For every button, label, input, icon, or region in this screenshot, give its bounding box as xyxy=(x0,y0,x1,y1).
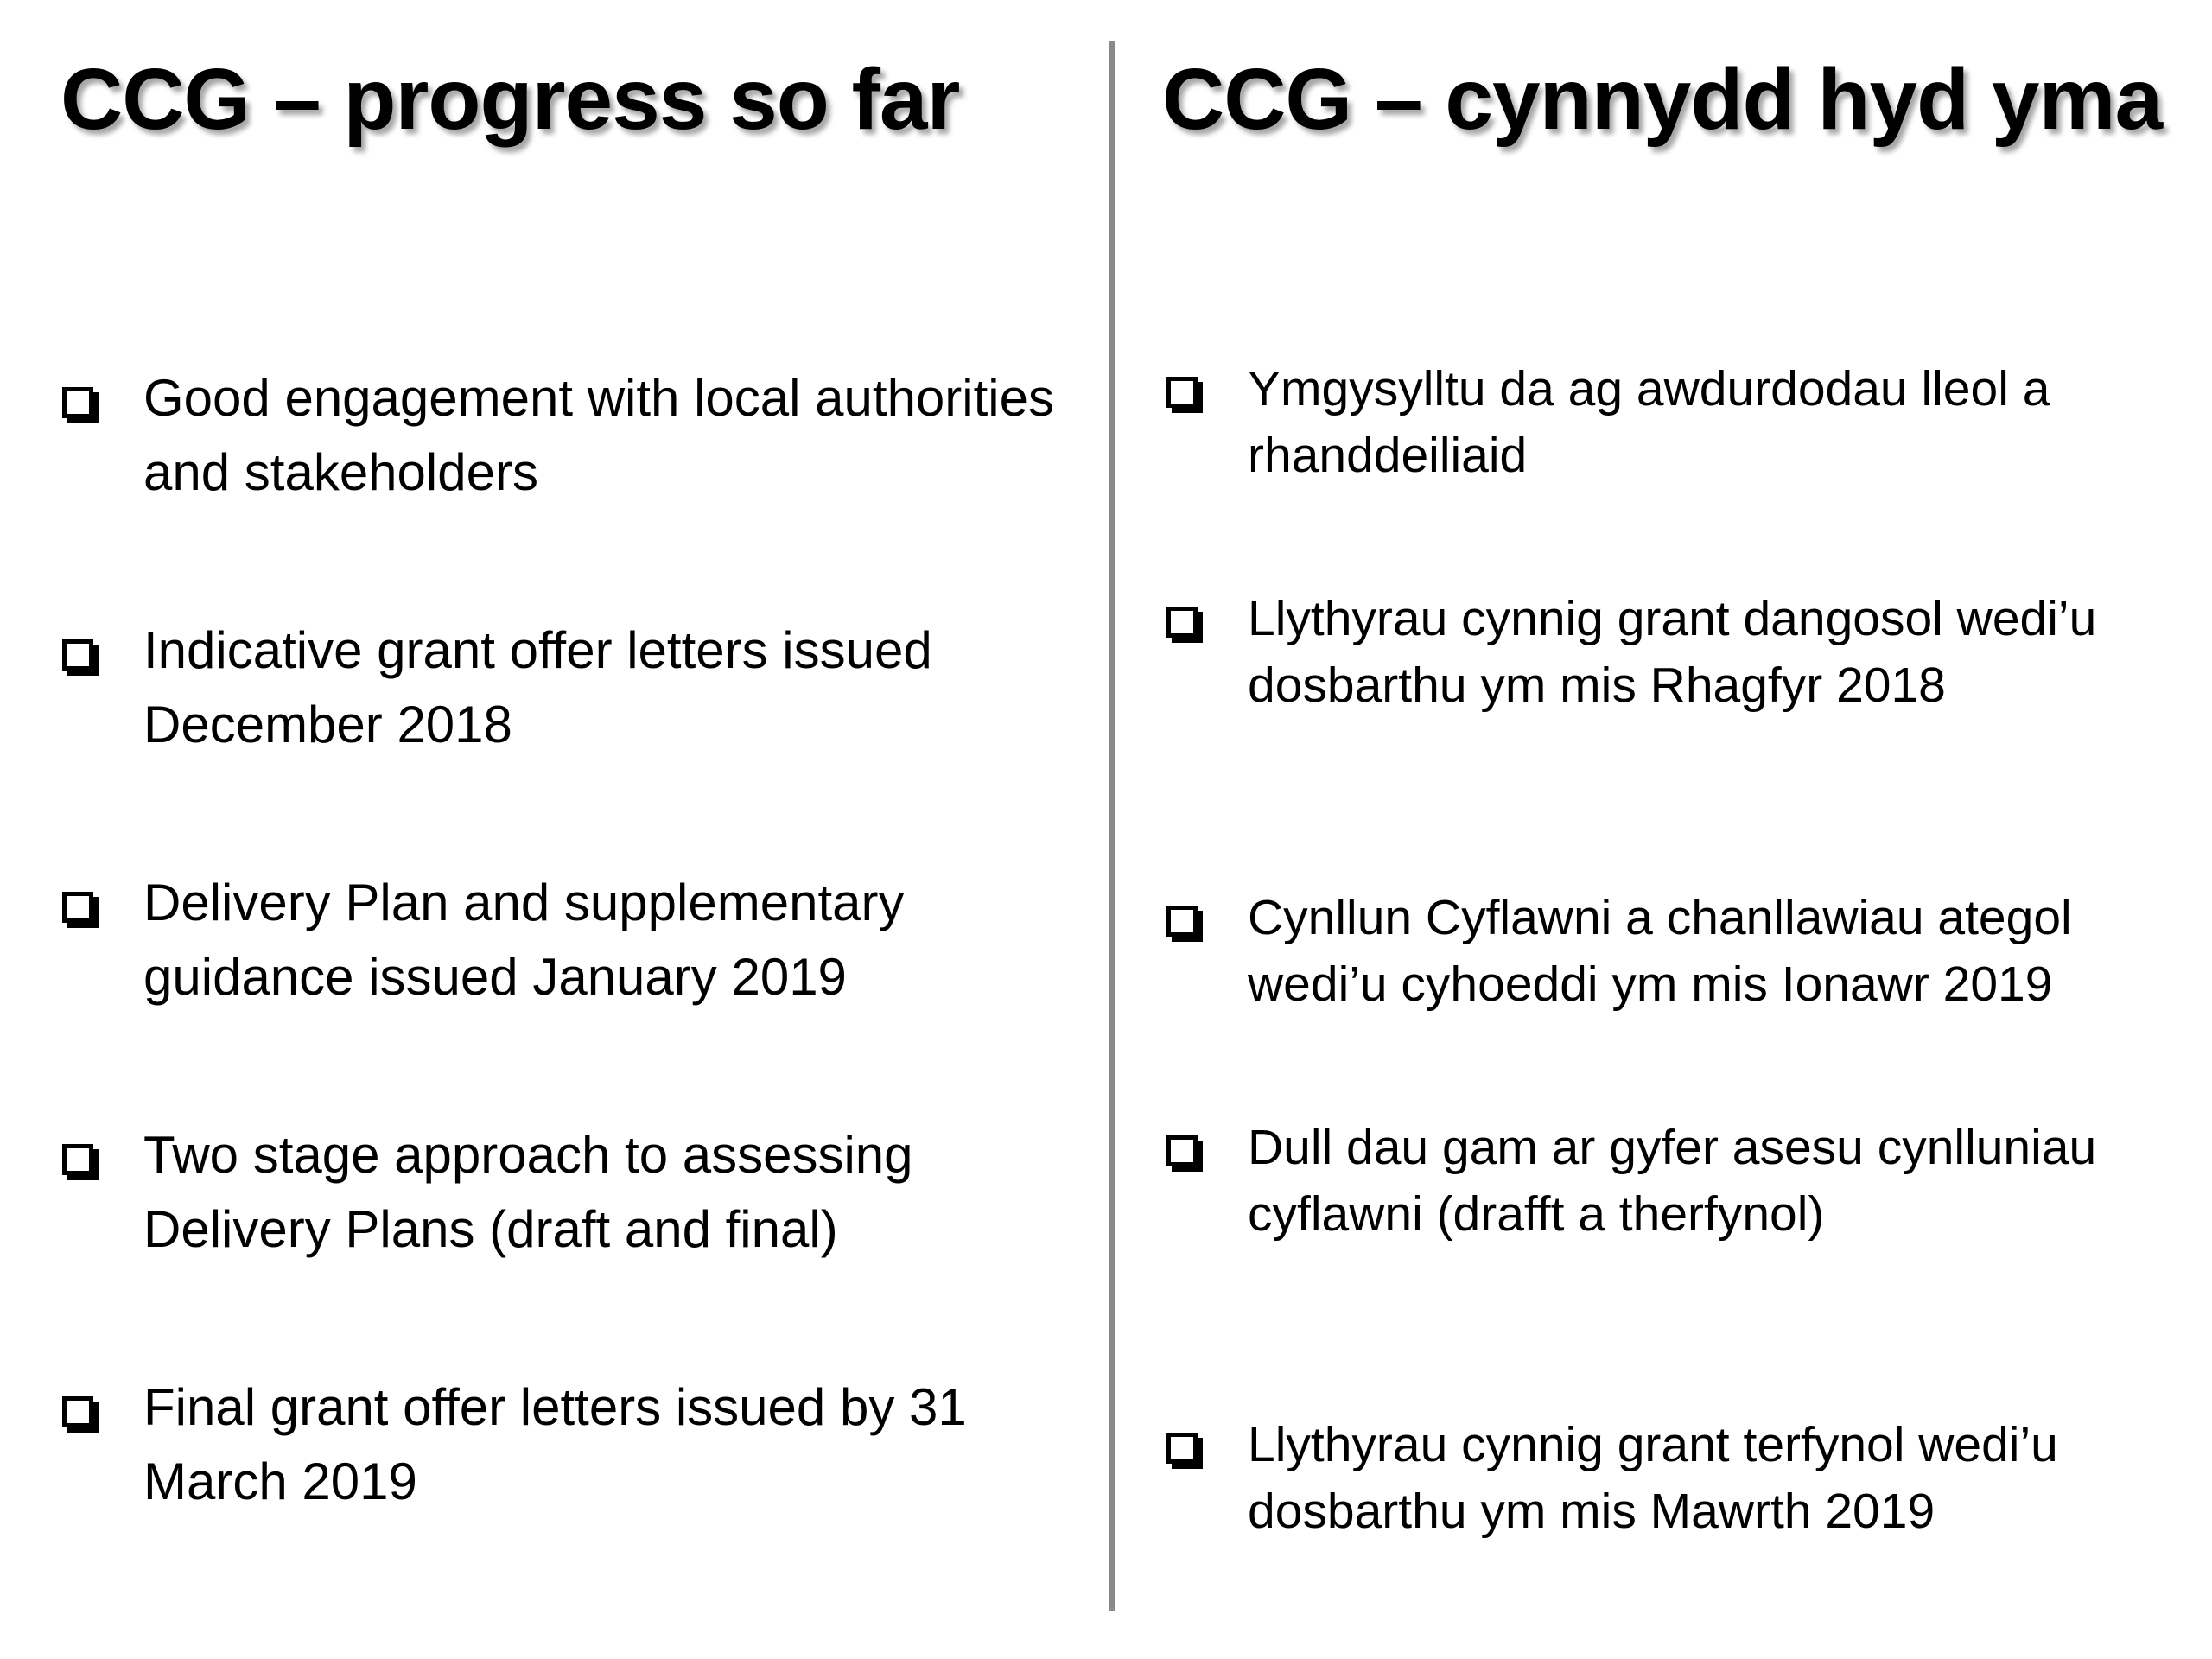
checkbox-icon xyxy=(62,387,93,418)
english-list-item-5 xyxy=(62,1378,1073,1519)
english-list-item-1 xyxy=(62,369,1073,510)
checkbox-icon xyxy=(62,639,93,671)
english-list-item-4 xyxy=(62,1126,1073,1267)
checkbox-icon xyxy=(62,1396,93,1427)
english-list-item-text: Delivery Plan and supplementary guidance issued January 2019 xyxy=(143,874,905,1006)
english-list-item-3 xyxy=(62,874,1073,1014)
welsh-list-item-text: Dull dau gam ar gyfer asesu cynlluniau cyflawni (drafft a therfynol) xyxy=(1248,1120,2097,1242)
english-list-item-text: Final grant offer letters issued by 31 March 2019 xyxy=(143,1378,967,1510)
checkbox-icon xyxy=(62,892,93,923)
welsh-list-item-text: Cynllun Cyflawni a chanllawiau ategol wedi’u cyhoeddi ym mis Ionawr 2019 xyxy=(1248,890,2072,1012)
checkbox-icon xyxy=(1166,607,1198,638)
checkbox-icon xyxy=(1166,906,1198,937)
english-list-item-2 xyxy=(62,621,1073,762)
welsh-list-item-2 xyxy=(1166,591,2203,719)
english-list-item-text: Indicative grant offer letters issued December 2018 xyxy=(143,621,932,753)
checkbox-icon xyxy=(1166,377,1198,408)
welsh-list-item-text: Llythyrau cynnig grant dangosol wedi’u dosbarthu ym mis Rhagfyr 2018 xyxy=(1248,591,2097,713)
welsh-title: CCG – cynnydd hyd yma xyxy=(1162,51,2163,148)
checkbox-icon xyxy=(62,1144,93,1175)
english-title: CCG – progress so far xyxy=(60,51,960,148)
welsh-list-item-text: Llythyrau cynnig grant terfynol wedi’u dosbarthu ym mis Mawrth 2019 xyxy=(1248,1417,2058,1539)
column-divider xyxy=(1109,41,1115,1611)
welsh-list-item-3 xyxy=(1166,890,2203,1018)
welsh-list-item-4 xyxy=(1166,1120,2203,1248)
welsh-list-item-5 xyxy=(1166,1417,2203,1545)
checkbox-icon xyxy=(1166,1135,1198,1166)
checkbox-icon xyxy=(1166,1433,1198,1464)
english-list-item-text: Two stage approach to assessing Delivery Plans (draft and final) xyxy=(143,1126,913,1258)
welsh-list-item-1 xyxy=(1166,361,2203,489)
english-list-item-text: Good engagement with local authorities and stakeholders xyxy=(143,369,1054,501)
welsh-list-item-text: Ymgysylltu da ag awdurdodau lleol a rhanddeiliaid xyxy=(1248,361,2050,483)
